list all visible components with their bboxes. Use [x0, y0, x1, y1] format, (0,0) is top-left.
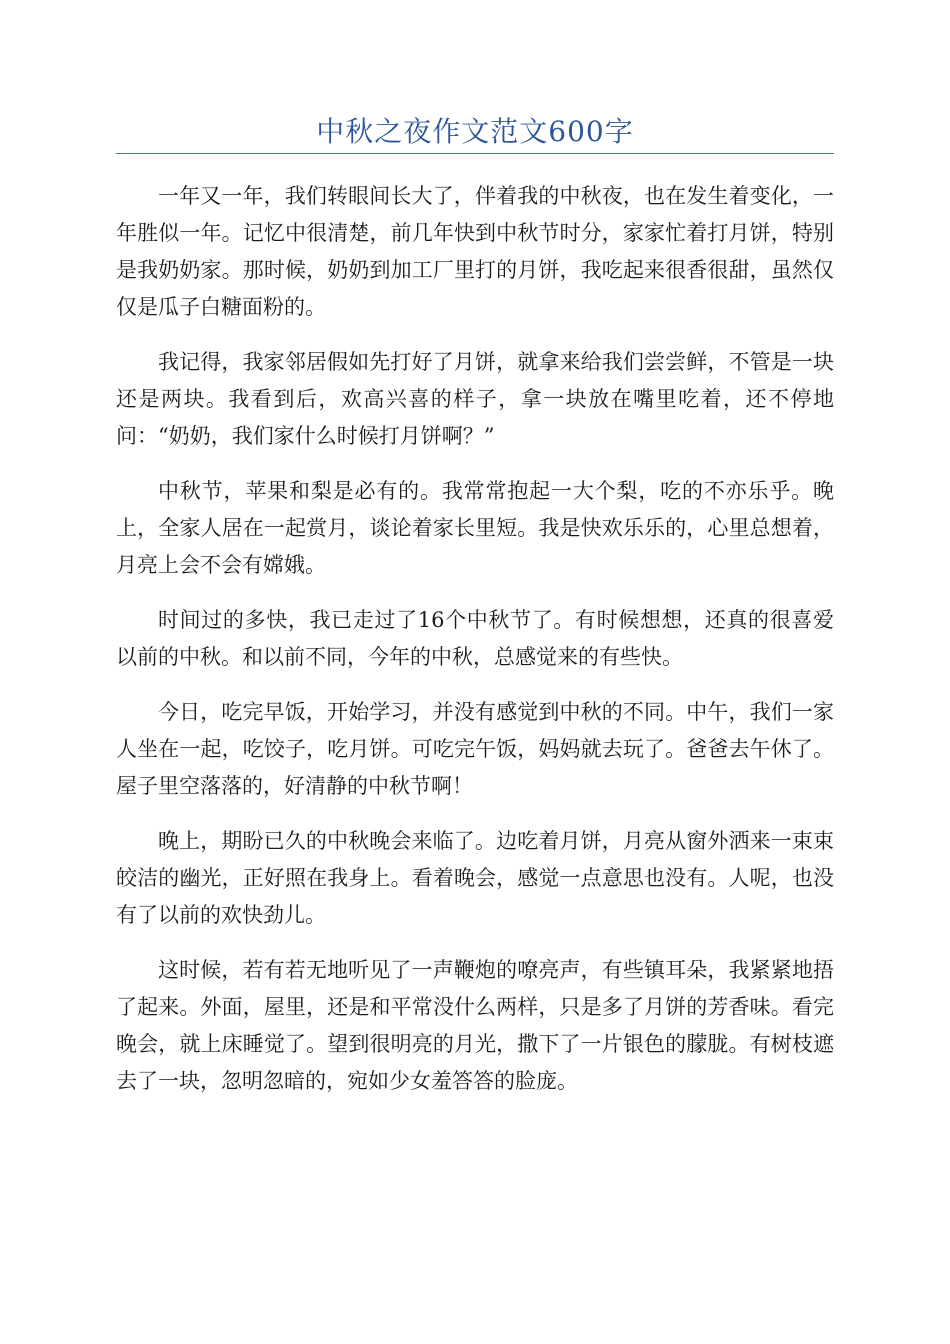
- paragraph: 今日，吃完早饭，开始学习，并没有感觉到中秋的不同。中午，我们一家人坐在一起，吃饺子，吃月饼。可吃完午饭，妈妈就去玩了。爸爸去午休了。屋子里空落落的，好清静的中秋节啊！: [116, 700, 834, 798]
- title-divider: [116, 153, 834, 154]
- paragraph: 这时候，若有若无地听见了一声鞭炮的嘹亮声，有些镇耳朵，我紧紧地捂了起来。外面，屋里，还是和平常没什么两样，只是多了月饼的芳香味。看完晚会，就上床睡觉了。望到很明亮的月光，撒下了一片银色的朦胧。有树枝遮去了一块，忽明忽暗的，宛如少女羞答答的脸庞。: [116, 958, 834, 1093]
- paragraph: 中秋节，苹果和梨是必有的。我常常抱起一大个梨，吃的不亦乐乎。晚上，全家人居在一起赏月，谈论着家长里短。我是快欢乐乐的，心里总想着，月亮上会不会有嫦娥。: [116, 479, 834, 577]
- document-title: 中秋之夜作文范文600字: [316, 115, 634, 148]
- paragraph: 我记得，我家邻居假如先打好了月饼，就拿来给我们尝尝鲜，不管是一块还是两块。我看到后，欢高兴喜的样子，拿一块放在嘴里吃着，还不停地问：“奶奶，我们家什么时候打月饼啊？”: [116, 350, 834, 448]
- paragraph: 一年又一年，我们转眼间长大了，伴着我的中秋夜，也在发生着变化，一年胜似一年。记忆中很清楚，前几年快到中秋节时分，家家忙着打月饼，特别是我奶奶家。那时候，奶奶到加工厂里打的月饼，我吃起来很香很甜，虽然仅仅是瓜子白糖面粉的。: [116, 184, 834, 319]
- document-body: [116, 178, 834, 1118]
- paragraph: 晚上，期盼已久的中秋晚会来临了。边吃着月饼，月亮从窗外洒来一束束皎洁的幽光，正好照在我身上。看着晚会，感觉一点意思也没有。人呢，也没有了以前的欢快劲儿。: [116, 829, 834, 927]
- paragraph: 时间过的多快，我已走过了16个中秋节了。有时候想想，还真的很喜爱以前的中秋。和以前不同，今年的中秋，总感觉来的有些快。: [116, 608, 834, 669]
